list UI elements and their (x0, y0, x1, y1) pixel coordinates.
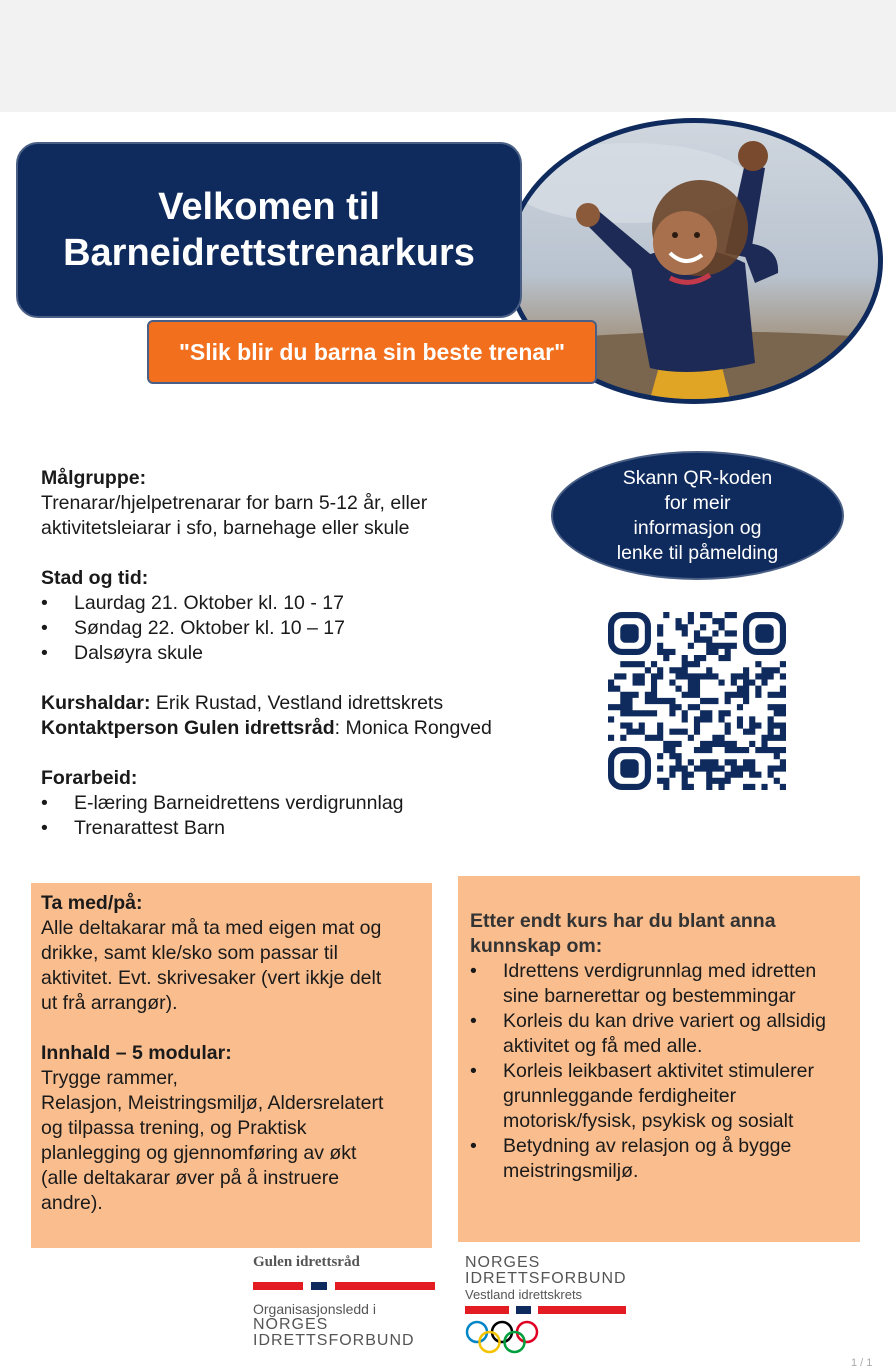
flag-stripe (538, 1306, 626, 1314)
instructor-value: Erik Rustad, Vestland idrettskrets (150, 692, 444, 714)
outcomes-heading-line: kunnskap om: (470, 935, 603, 957)
course-title-banner (16, 142, 522, 318)
bring-line: ut frå arrangør). (41, 992, 178, 1014)
bring-heading: Ta med/på: (41, 892, 143, 914)
list-item-line: • Betydning av relasjon og å bygge (503, 1135, 792, 1157)
qr-instruction-bubble (551, 451, 844, 580)
list-item: • Dalsøyra skule (41, 641, 561, 666)
content-heading: Innhald – 5 modular: (41, 1042, 232, 1064)
list-item-line: aktivitet og få med alle. (503, 1035, 703, 1057)
nif-logo-line-2: IDRETTSFORBUND (465, 1270, 627, 1287)
gulen-logo-title: Gulen idrettsråd (253, 1254, 360, 1270)
learning-outcomes-box (458, 876, 860, 1242)
target-group-heading: Målgruppe: (41, 467, 147, 489)
target-group-line-2: aktivitetsleiarar i sfo, barnehage eller skule (41, 517, 410, 539)
instructor-label: Kurshaldar: (41, 692, 151, 714)
gulen-logo-nif-1: NORGES (253, 1316, 329, 1333)
outcomes-list (470, 959, 846, 1184)
list-item: • Laurdag 21. Oktober kl. 10 - 17 (41, 591, 561, 616)
contact-label: Kontaktperson Gulen idrettsråd (41, 717, 335, 739)
bring-line: Alle deltakarar må ta med eigen mat og (41, 917, 382, 939)
flag-stripe (335, 1282, 435, 1290)
flag-stripe (516, 1306, 531, 1314)
gulen-logo-subtitle: Organisasjonsledd i (253, 1301, 376, 1317)
list-item (470, 1009, 846, 1059)
olympic-rings-icon (465, 1319, 539, 1355)
title-line-2: Barneidrettstrenarkurs (63, 232, 475, 274)
tagline-banner: "Slik blir du barna sin beste trenar" (147, 320, 597, 384)
course-info (41, 466, 561, 841)
content-line: Relasjon, Meistringsmiljø, Aldersrelatert (41, 1092, 384, 1114)
flag-stripe (465, 1306, 509, 1314)
list-item-line: • Korleis du kan drive variert og allsidig (503, 1010, 826, 1032)
list-item (470, 959, 846, 1009)
nif-logo-line-3: Vestland idrettskrets (465, 1287, 583, 1302)
flag-stripe (253, 1282, 303, 1290)
qr-text-line: informasjon og (633, 516, 762, 539)
qr-text-line: lenke til påmelding (616, 541, 779, 564)
qr-text-line: for meir (664, 491, 731, 514)
list-item-line: meistringsmiljø. (503, 1160, 639, 1182)
gulen-idrettsrad-logo (253, 1254, 438, 1354)
content-line: (alle deltakarar øver på å instruere (41, 1167, 340, 1189)
title-line-1: Velkomen til (158, 186, 380, 228)
outcomes-heading-line: Etter endt kurs har du blant anna (470, 910, 776, 932)
preparation-list (41, 791, 561, 841)
bring-line: drikke, samt kle/sko som passar til (41, 942, 338, 964)
qr-text-line: Skann QR-koden (622, 466, 773, 489)
gulen-logo-nif-2: IDRETTSFORBUND (253, 1332, 415, 1349)
target-group-line-1: Trenarar/hjelpetrenarar for barn 5-12 år, eller (41, 492, 428, 514)
nif-vestland-logo (465, 1255, 635, 1355)
list-item: • E-læring Barneidrettens verdigrunnlag (41, 791, 561, 816)
content-line: og tilpassa trening, og Praktisk (41, 1117, 307, 1139)
list-item-line: • Idrettens verdigrunnlag med idretten (503, 960, 817, 982)
flag-stripe (311, 1282, 327, 1290)
list-item: • Trenarattest Barn (41, 816, 561, 841)
content-line: Trygge rammer, (41, 1067, 178, 1089)
qr-code[interactable] (608, 612, 786, 790)
nif-logo-line-1: NORGES (465, 1254, 541, 1271)
bring-line: aktivitet. Evt. skrivesaker (vert ikkje delt (41, 967, 382, 989)
list-item: • Søndag 22. Oktober kl. 10 – 17 (41, 616, 561, 641)
list-item-line: • Korleis leikbasert aktivitet stimulerer (503, 1060, 815, 1082)
list-item-line: grunnleggande ferdigheiter (503, 1085, 737, 1107)
preparation-heading: Forarbeid: (41, 767, 138, 789)
content-line: andre). (41, 1192, 103, 1214)
place-time-list (41, 591, 561, 666)
contact-value: : Monica Rongved (334, 717, 492, 739)
content-line: planlegging og gjennomføring av økt (41, 1142, 357, 1164)
list-item-line: motorisk/fysisk, psykisk og sosialt (503, 1110, 794, 1132)
list-item (470, 1059, 846, 1134)
page-number: 1 / 1 (851, 1357, 873, 1369)
list-item (470, 1134, 846, 1184)
bring-and-content-box (31, 883, 432, 1248)
contact-line (41, 716, 561, 741)
instructor-line (41, 691, 561, 716)
list-item-line: sine barnerettar og bestemmingar (503, 985, 796, 1007)
viewer-top-bar (0, 0, 896, 112)
place-time-heading: Stad og tid: (41, 567, 149, 589)
